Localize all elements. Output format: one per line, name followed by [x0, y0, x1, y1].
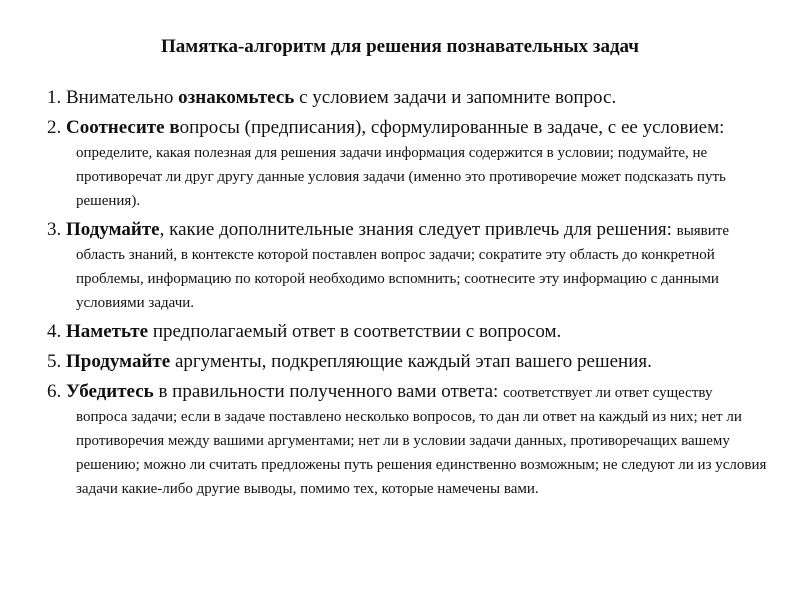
step-text: аргументы, подкрепляющие каждый этап вашего решения.	[170, 351, 652, 372]
step-keyword: Соотнесите в	[66, 117, 180, 138]
step-6	[47, 380, 767, 500]
step-text: в правильности полученного вами ответа:	[153, 381, 504, 402]
page-title: Памятка-алгоритм для решения познавательных задач	[160, 36, 640, 57]
step-detail: определите, какая полезная для решения задачи информация содержится в условии; подумайте, не противоречат ли друг другу данные условия задачи (именно это противоречие может подсказать путь решения).	[76, 145, 726, 209]
step-text: опросы (предписания), сформулированные в задаче, с ее условием:	[179, 117, 725, 138]
step-keyword: ознакомьтесь	[178, 87, 295, 108]
algorithm-steps	[47, 86, 767, 506]
step-detail: выявите область знаний, в контексте которой поставлен вопрос задачи; сократите эту область до конкретной проблемы, информацию по которой необходимо вспомнить; соотнесите эту информацию с данными условиями задачи.	[76, 223, 730, 311]
step-text: предполагаемый ответ в соответствии с вопросом.	[148, 321, 562, 342]
step-keyword: Подумайте	[66, 219, 160, 240]
step-text: , какие дополнительные знания следует привлечь для решения:	[159, 219, 677, 240]
step-number: 5.	[47, 351, 66, 372]
step-5	[47, 350, 767, 374]
step-number: 1.	[47, 87, 66, 108]
step-text-prefix: Внимательно	[66, 87, 179, 108]
step-4	[47, 320, 767, 344]
step-number: 6.	[47, 381, 66, 402]
step-text: с условием задачи и запомните вопрос.	[294, 87, 617, 108]
step-number: 2.	[47, 117, 66, 138]
step-keyword: Убедитесь	[66, 381, 154, 402]
step-number: 3.	[47, 219, 66, 240]
step-3	[47, 218, 767, 314]
step-detail: соответствует ли ответ существу вопроса задачи; если в задаче поставлено несколько вопросов, то дан ли ответ на каждый из них; нет ли противоречия между вашими аргументами; нет ли в условии задачи данных, противоречащих вашему решению; можно ли считать предложены путь решения единственно возможным; не следуют ли из условия задачи какие-либо другие выводы, помимо тех, которые намечены вами.	[76, 385, 767, 497]
step-1	[47, 86, 767, 110]
step-number: 4.	[47, 321, 66, 342]
step-2	[47, 116, 767, 212]
step-keyword: Продумайте	[66, 351, 171, 372]
step-keyword: Наметьте	[66, 321, 149, 342]
